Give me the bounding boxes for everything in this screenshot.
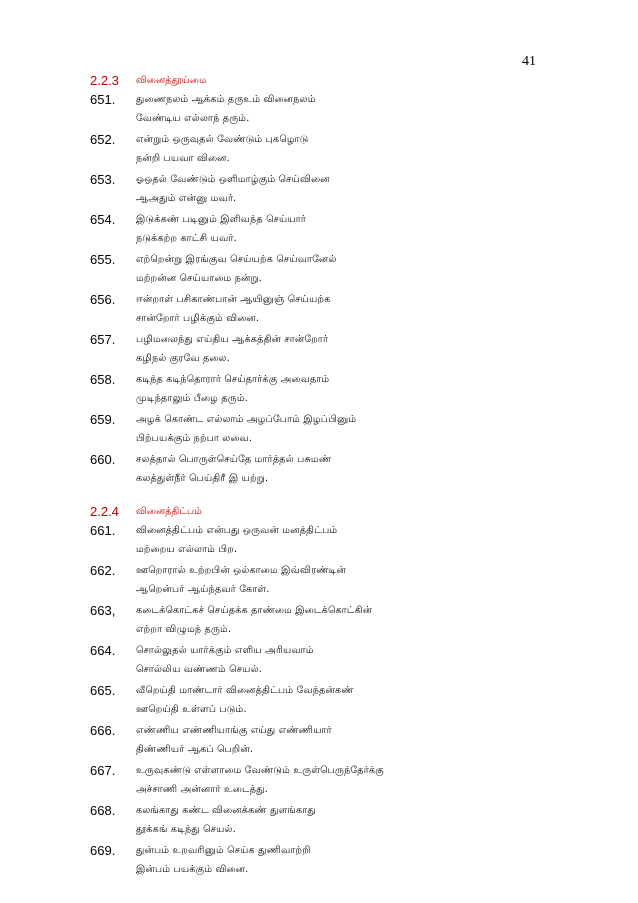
verse-number: 659. bbox=[90, 412, 116, 427]
verse bbox=[0, 450, 638, 488]
verse-line: சான்றோர் பழிக்கும் வினை. bbox=[136, 313, 260, 324]
verse-line: துணைநலம் ஆக்கம் தருஉம் வினைநலம் bbox=[136, 94, 316, 105]
verse-line: என்றும் ஒருவுதல் வேண்டும் புகழொடு bbox=[136, 134, 309, 145]
verse-line: அழக் கொண்ட எல்லாம் அழப்போம் இழப்பினும் bbox=[136, 414, 357, 425]
verse-line-row bbox=[0, 700, 638, 719]
verse-line: திண்ணியர் ஆகப் பெறின். bbox=[136, 744, 254, 755]
verse bbox=[0, 330, 638, 368]
section bbox=[0, 71, 638, 488]
verse-number: 657. bbox=[90, 332, 116, 347]
verse-number: 656. bbox=[90, 292, 116, 307]
section-number: 2.2.4 bbox=[90, 504, 119, 519]
verse-line: வினைத்திட்பம் என்பது ஒருவன் மனத்திட்பம் bbox=[136, 525, 338, 536]
verse-line-row bbox=[0, 330, 638, 349]
verse-number: 667. bbox=[90, 763, 116, 778]
verse-line: இன்பம் பயக்கும் வினை. bbox=[136, 864, 249, 875]
verse-line-row bbox=[0, 860, 638, 879]
verse-line-row bbox=[0, 641, 638, 660]
section-title: வினைத்திட்பம் bbox=[136, 506, 202, 517]
verse-line-row bbox=[0, 540, 638, 559]
verse bbox=[0, 170, 638, 208]
verse-line: நடுக்கற்ற காட்சி யவர். bbox=[136, 233, 237, 244]
verse-number: 660. bbox=[90, 452, 116, 467]
verse bbox=[0, 290, 638, 328]
verse-line: வீறெய்தி மாண்டார் வினைத்திட்பம் வேந்தன்கண் bbox=[136, 685, 354, 696]
verse-line: நன்றி பயவா வினை. bbox=[136, 153, 230, 164]
verse-number: 668. bbox=[90, 803, 116, 818]
verse-line: இடுக்கண் படினும் இளிவந்த செய்யார் bbox=[136, 214, 307, 225]
verse bbox=[0, 410, 638, 448]
verse bbox=[0, 681, 638, 719]
verse-line-row bbox=[0, 681, 638, 700]
verse-number: 665. bbox=[90, 683, 116, 698]
verse bbox=[0, 561, 638, 599]
verse bbox=[0, 841, 638, 879]
verse-line: கழிநல் குரவே தலை. bbox=[136, 353, 230, 364]
section-title: வினைத்தூய்மை bbox=[136, 75, 207, 86]
verse-line-row bbox=[0, 410, 638, 429]
verse-line-row bbox=[0, 269, 638, 288]
verse-line-row bbox=[0, 309, 638, 328]
page-number: 41 bbox=[522, 54, 536, 69]
verse bbox=[0, 721, 638, 759]
verse-line-row bbox=[0, 149, 638, 168]
verse-line: எண்ணிய எண்ணியாங்கு எய்து எண்ணியார் bbox=[136, 725, 332, 736]
verse-line-row bbox=[0, 90, 638, 109]
verse-number: 669. bbox=[90, 843, 116, 858]
verse-line: சொல்லுதல் யார்க்கும் எளிய அரியவாம் bbox=[136, 645, 314, 656]
verse-line: கடிந்த கடிந்தொரார் செய்தார்க்கு அவைதாம் bbox=[136, 374, 330, 385]
verse-line-row bbox=[0, 561, 638, 580]
verse bbox=[0, 210, 638, 248]
verse-number: 666. bbox=[90, 723, 116, 738]
verse-line-row bbox=[0, 780, 638, 799]
verse-line-row bbox=[0, 841, 638, 860]
verse bbox=[0, 801, 638, 839]
section-heading bbox=[0, 502, 638, 521]
verse-number: 658. bbox=[90, 372, 116, 387]
verse-line-row bbox=[0, 229, 638, 248]
verse-line: அச்சாணி அன்னார் உடைத்து. bbox=[136, 784, 268, 795]
verse bbox=[0, 601, 638, 639]
verse-line: ஆறென்பர் ஆய்ந்தவர் கோள். bbox=[136, 584, 270, 595]
verse-line: எற்றா விழுமந் தரும். bbox=[136, 624, 232, 635]
verse-number: 661. bbox=[90, 523, 116, 538]
verse bbox=[0, 130, 638, 168]
verse-line-row bbox=[0, 250, 638, 269]
verse-number: 664. bbox=[90, 643, 116, 658]
verse-number: 654. bbox=[90, 212, 116, 227]
content bbox=[0, 71, 638, 893]
verse bbox=[0, 370, 638, 408]
verse-number: 652. bbox=[90, 132, 116, 147]
verse-number: 662. bbox=[90, 563, 116, 578]
verse-line-row bbox=[0, 130, 638, 149]
verse bbox=[0, 761, 638, 799]
verse-line-row bbox=[0, 290, 638, 309]
verse-line: பிற்பயக்கும் நற்பா லவை. bbox=[136, 433, 253, 444]
verse-line: சொல்லிய வண்ணம் செயல். bbox=[136, 664, 262, 675]
verse-line-row bbox=[0, 801, 638, 820]
verse-line-row bbox=[0, 521, 638, 540]
section-number: 2.2.3 bbox=[90, 73, 119, 88]
verse-line: எற்றென்று இரங்குவ செய்யற்க செய்வானேல் bbox=[136, 254, 337, 265]
section-heading bbox=[0, 71, 638, 90]
verse-line: கடைக்கொட்கச் செய்தக்க தாண்மை இடைக்கொட்கின் bbox=[136, 605, 373, 616]
verse-line-row bbox=[0, 721, 638, 740]
verse bbox=[0, 521, 638, 559]
verse-line-row bbox=[0, 210, 638, 229]
verse-line: உருவுகண்டு எள்ளாமை வேண்டும் உருள்பெருந்தேர்க்கு bbox=[136, 765, 384, 776]
verse-line-row bbox=[0, 189, 638, 208]
verse-line-row bbox=[0, 660, 638, 679]
verse-line: துன்பம் உறவரினும் செய்க துணிவாற்றி bbox=[136, 845, 311, 856]
verse-line: ஊறெய்தி உள்ளப் படும். bbox=[136, 704, 247, 715]
verse-line: வேண்டிய எல்லாந் தரும். bbox=[136, 113, 250, 124]
verse-line-row bbox=[0, 450, 638, 469]
verse-line-row bbox=[0, 429, 638, 448]
verse-line-row bbox=[0, 109, 638, 128]
verse-line-row bbox=[0, 580, 638, 599]
verse-line: கலங்காது கண்ட வினைக்கண் துளங்காது bbox=[136, 805, 316, 816]
verse-line: மற்றைய எல்லாம் பிற. bbox=[136, 544, 238, 555]
verse-line-row bbox=[0, 761, 638, 780]
verse-line: சலத்தால் பொருள்செய்தே மார்த்தல் பசுமண் bbox=[136, 454, 332, 465]
verse-line: மற்றன்ன செய்யாமை நன்று. bbox=[136, 273, 263, 284]
verse-line: பழிமலைந்து எய்திய ஆக்கத்தின் சான்றோர் bbox=[136, 334, 329, 345]
verse bbox=[0, 250, 638, 288]
verse-line-row bbox=[0, 370, 638, 389]
verse-line-row bbox=[0, 601, 638, 620]
verse-number: 663, bbox=[90, 603, 116, 618]
verse-line: முடிந்தாலும் பீழை தரும். bbox=[136, 393, 249, 404]
verse bbox=[0, 90, 638, 128]
verse-line: கலத்துள்நீர் பெய்திரீ இ யற்று. bbox=[136, 473, 269, 484]
verse-line-row bbox=[0, 620, 638, 639]
verse-line: தூக்கங் கடிந்து செயல். bbox=[136, 824, 236, 835]
verse-line-row bbox=[0, 389, 638, 408]
verse-number: 655. bbox=[90, 252, 116, 267]
verse bbox=[0, 641, 638, 679]
verse-line: ஈன்றாள் பசிகாண்பான் ஆயினுஞ் செய்யற்க bbox=[136, 294, 331, 305]
verse-number: 653. bbox=[90, 172, 116, 187]
verse-line-row bbox=[0, 170, 638, 189]
section bbox=[0, 502, 638, 879]
verse-line: ஊறொரால் உற்றபின் ஒல்காமை இவ்விரண்டின் bbox=[136, 565, 347, 576]
verse-line-row bbox=[0, 820, 638, 839]
verse-line: ஓஒதல் வேண்டும் ஒளிமாழ்கும் செய்வினை bbox=[136, 174, 330, 185]
verse-line: ஆஅதும் என்னு மவர். bbox=[136, 193, 237, 204]
verse-line-row bbox=[0, 349, 638, 368]
verse-line-row bbox=[0, 469, 638, 488]
verse-number: 651. bbox=[90, 92, 116, 107]
verse-line-row bbox=[0, 740, 638, 759]
